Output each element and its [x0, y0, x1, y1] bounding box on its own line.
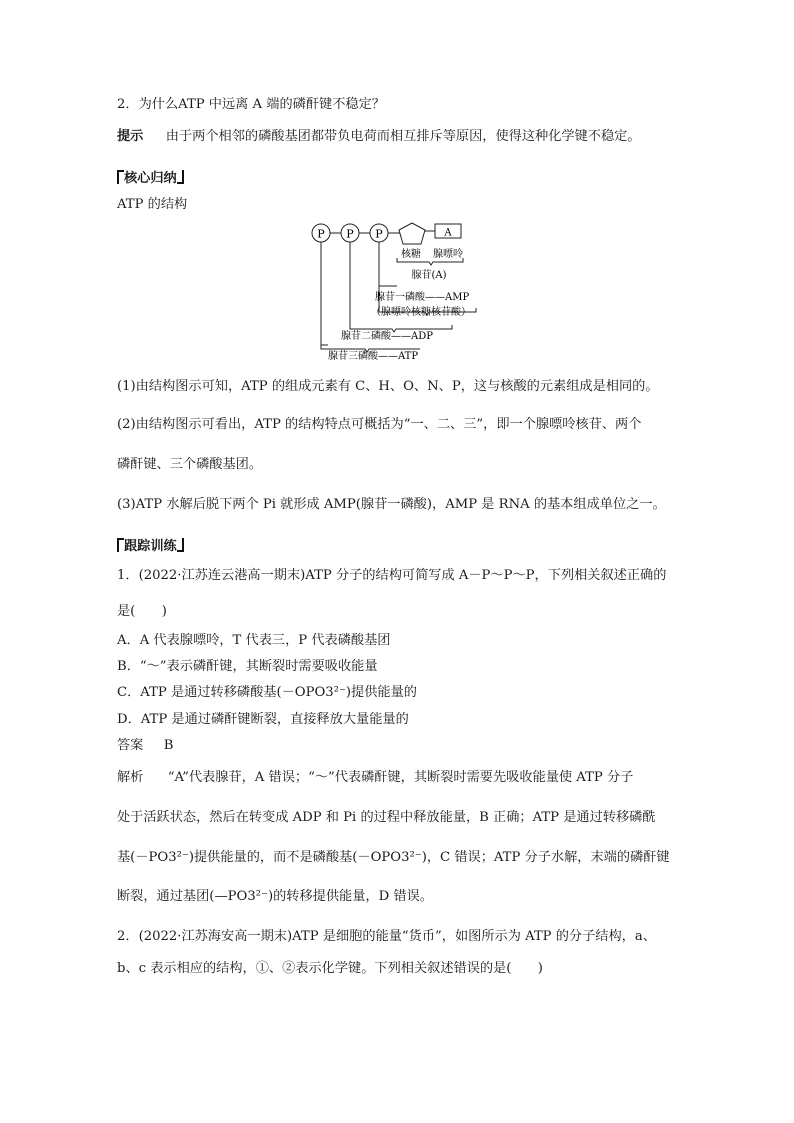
q2-stem-line-1: 2．(2022·江苏海安高一期末)ATP 是细胞的能量“货币”，如图所示为 ATP 的分子结构，a、	[117, 929, 656, 944]
point-2-line-2: 磷酐键、三个磷酸基团。	[117, 457, 263, 472]
hint-text: 由于两个相邻的磷酸基团都带负电荷而相互排斥等原因，使得这种化学键不稳定。	[165, 129, 641, 144]
q1-analysis-line-3: 基(－PO3²⁻)提供能量的，而不是磷酸基(－OPO3²⁻)，C 错误；ATP 分子水解，末端的磷酐键	[117, 850, 670, 865]
q1-option-d: D．ATP 是通过磷酐键断裂，直接释放大量能量的	[117, 712, 409, 727]
atp-structure-diagram	[300, 218, 500, 366]
adenine-label: 腺嘌呤	[433, 249, 463, 260]
phosphate-2-label: P	[346, 227, 354, 241]
q1-analysis-line-1	[117, 769, 633, 787]
phosphate-1-label: P	[317, 227, 325, 241]
analysis-text-1: “A”代表腺苷，A 错误；“～”代表磷酐键，其断裂时需要先吸收能量使 ATP 分子	[167, 770, 634, 785]
analysis-label: 解析	[117, 770, 144, 785]
hint-paragraph	[117, 128, 641, 146]
q1-analysis-line-4: 断裂，通过基团(—PO3²⁻)的转移提供能量，D 错误。	[117, 889, 433, 904]
amp-label: 腺苷一磷酸——AMP	[375, 292, 470, 303]
training-heading	[117, 535, 184, 554]
q1-stem-line-2: 是( )	[117, 604, 167, 619]
q1-stem-line-1: 1．(2022·江苏连云港高一期末)ATP 分子的结构可简写成 A－P～P～P，下列相关叙述正确的	[117, 568, 667, 583]
point-1: (1)由结构图示可知，ATP 的组成元素有 C、H、O、N、P，这与核酸的元素组成是相同的。	[117, 379, 659, 394]
q1-answer	[117, 737, 173, 755]
q1-option-b: B．“～”表示磷酐键，其断裂时需要吸收能量	[117, 659, 378, 674]
hint-label: 提示	[117, 129, 144, 144]
q2-stem-line-2: b、c 表示相应的结构，①、②表示化学键。下列相关叙述错误的是( )	[117, 961, 543, 976]
point-2-line-1: (2)由结构图示可看出，ATP 的结构特点可概括为“一、二、三”，即一个腺嘌呤核苷、两个	[117, 417, 642, 432]
answer-value: B	[163, 738, 174, 753]
amp-alt-label: （腺嘌呤核糖核苷酸）	[371, 307, 471, 318]
question-2-title: 2．为什么ATP 中远离 A 端的磷酐键不稳定？	[117, 97, 385, 112]
structure-title: ATP 的结构	[117, 197, 188, 212]
phosphate-3-label: P	[375, 227, 383, 241]
q1-analysis-line-2: 处于活跃状态，然后在转变成 ADP 和 Pi 的过程中释放能量，B 正确；ATP 是通过转移磷酰	[117, 810, 656, 825]
q1-option-a: A．A 代表腺嘌呤，T 代表三，P 代表磷酸基团	[117, 633, 391, 648]
point-3: (3)ATP 水解后脱下两个 Pi 就形成 AMP(腺苷一磷酸)，AMP 是 RNA 的基本组成单位之一。	[117, 497, 666, 512]
adenine-box-label: A	[444, 227, 452, 239]
ribose-label: 核糖	[401, 249, 421, 260]
core-summary-heading	[117, 167, 184, 186]
adenosine-label: 腺苷(A)	[411, 270, 447, 281]
q1-option-c: C．ATP 是通过转移磷酸基(－OPO3²⁻)提供能量的	[117, 685, 417, 700]
adp-label: 腺苷二磷酸——ADP	[341, 331, 433, 342]
core-summary-label: 核心归纳	[124, 171, 177, 186]
training-label: 跟踪训练	[124, 539, 177, 554]
answer-label: 答案	[117, 738, 144, 753]
atp-label: 腺苷三磷酸——ATP	[328, 351, 419, 362]
